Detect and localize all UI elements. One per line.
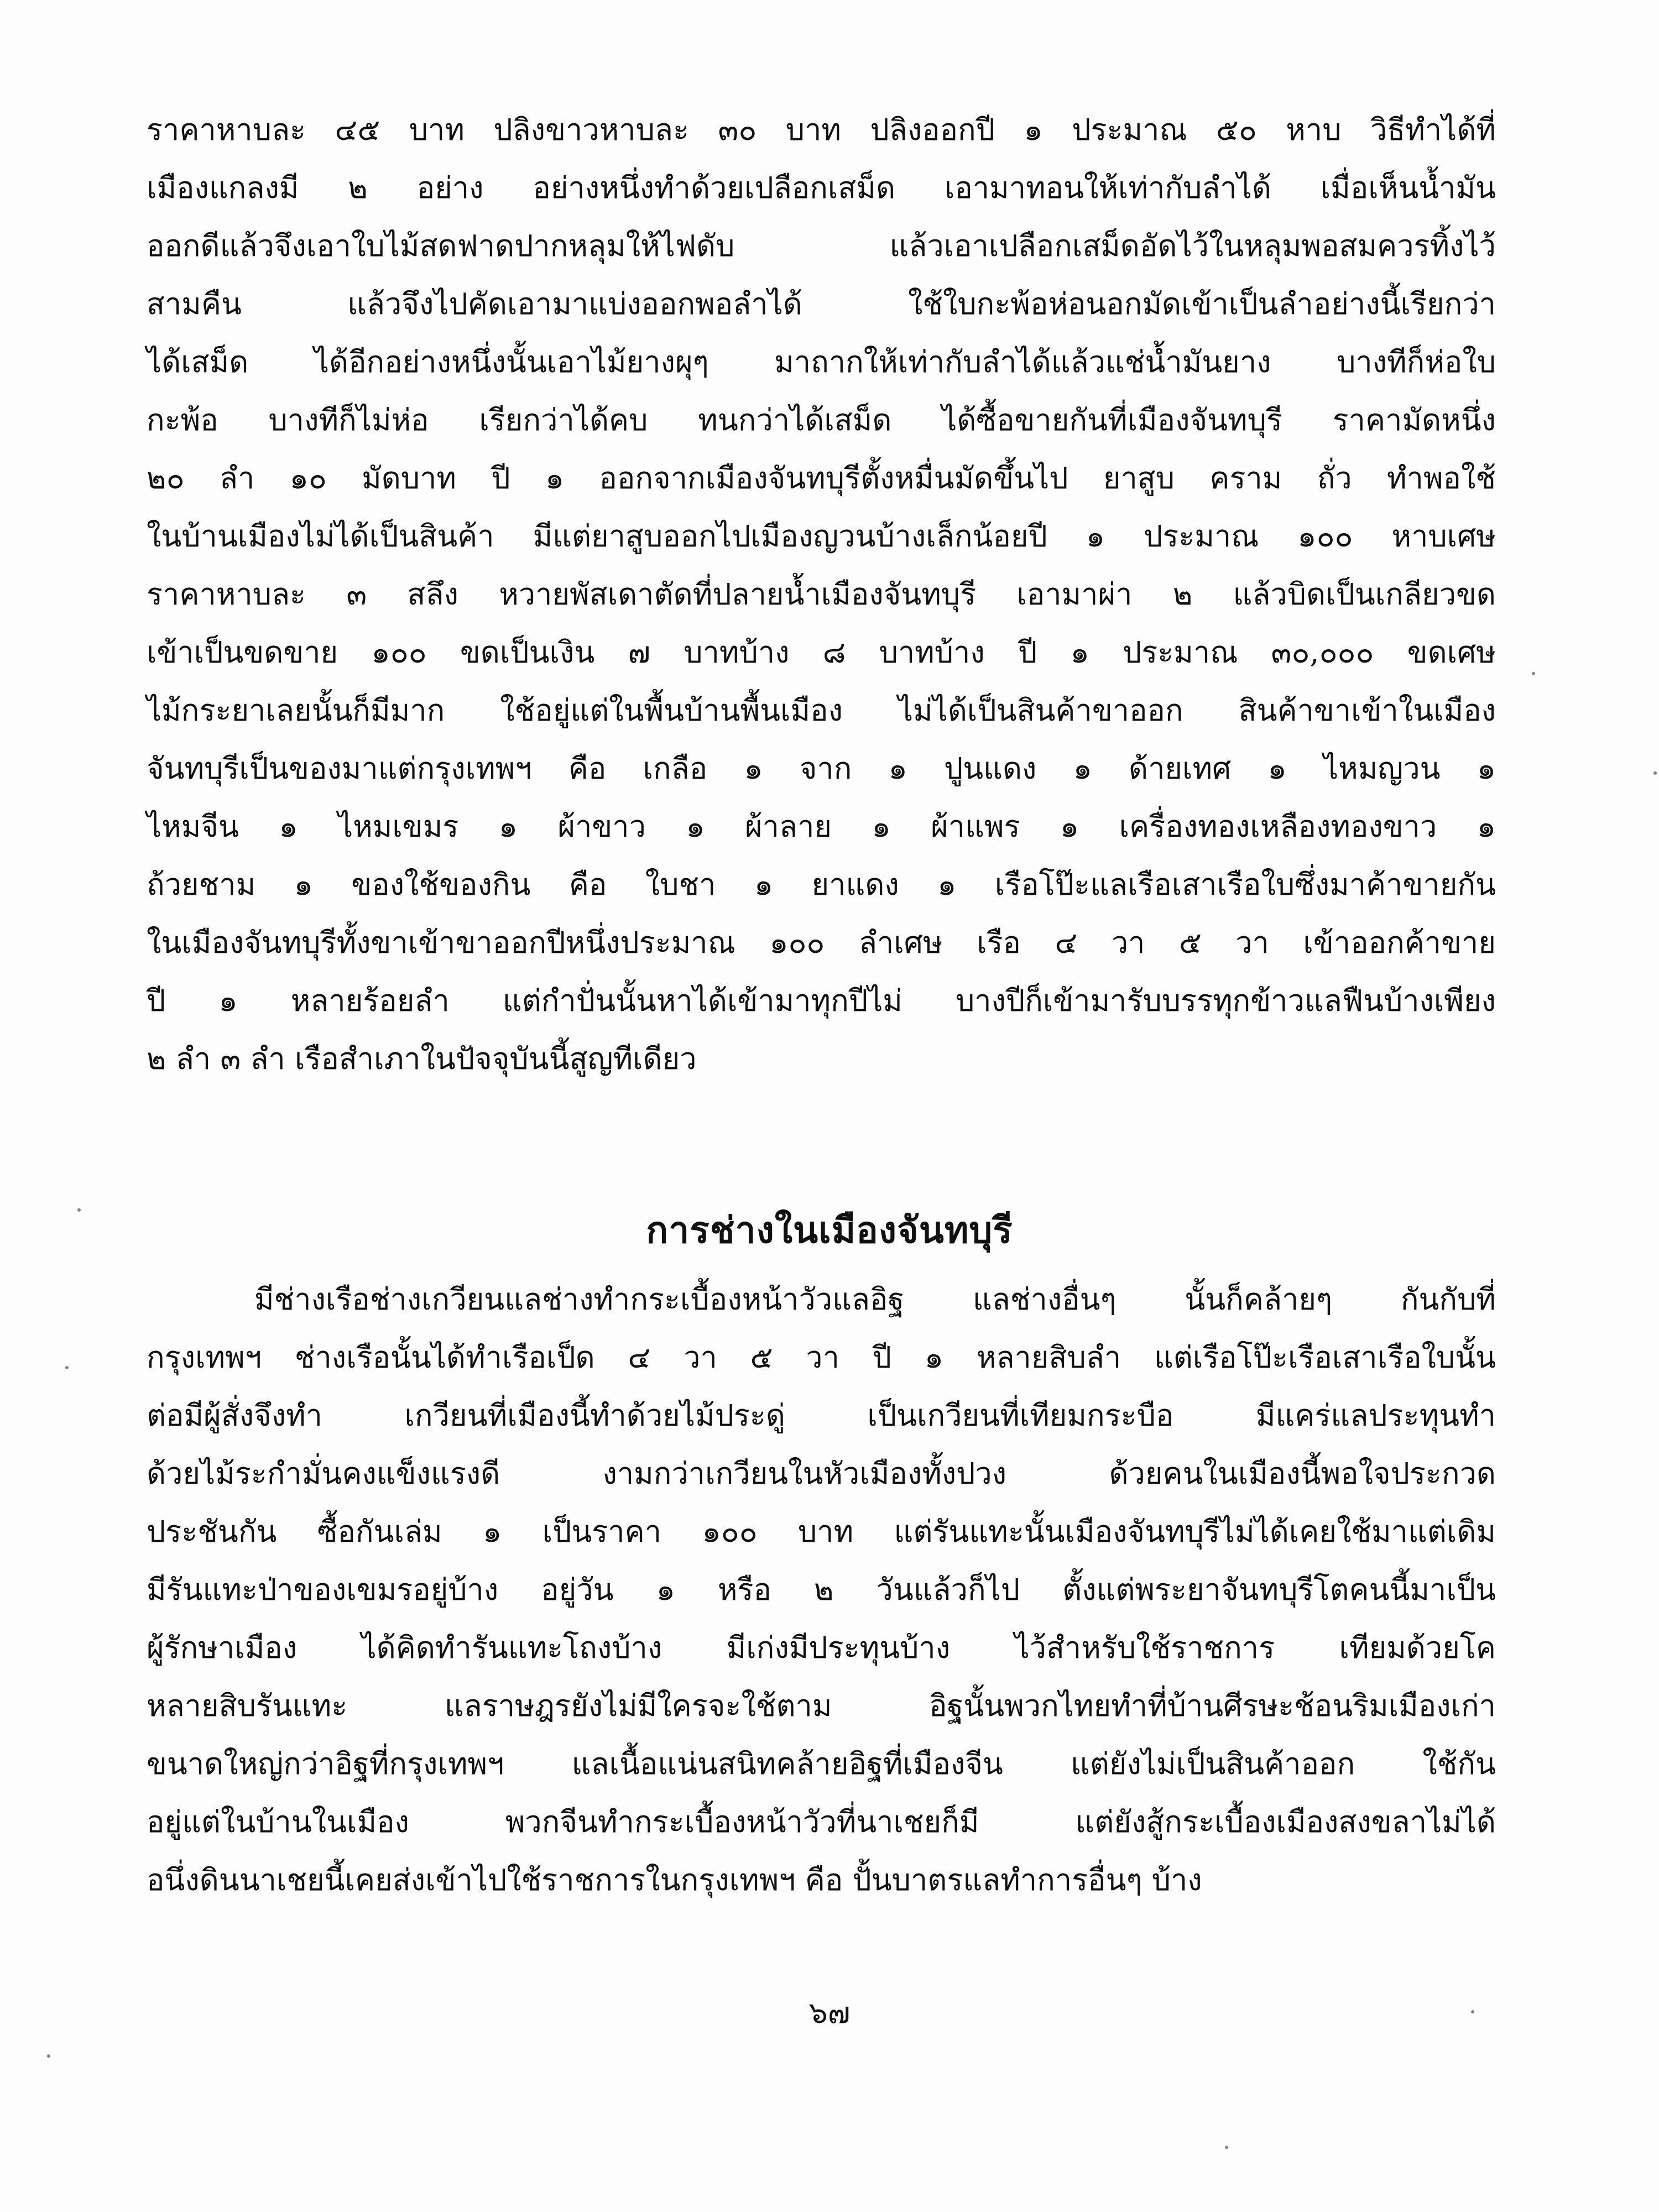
text-line: เข้าเป็นขดขาย ๑๐๐ ขดเป็นเงิน ๗ บาทบ้าง ๘ บาทบ้าง ปี ๑ ประมาณ ๓๐,๐๐๐ ขดเศษ bbox=[147, 635, 1496, 670]
text-line: มีช่างเรือช่างเกวียนแลช่างทำกระเบื้องหน้าวัวแลอิฐ แลช่างอื่นๆ นั้นก็คล้ายๆ กันกับที่ bbox=[254, 1282, 1496, 1317]
scan-speck bbox=[1471, 2010, 1474, 2013]
text-line: จันทบุรีเป็นของมาแต่กรุงเทพฯ คือ เกลือ ๑ จาก ๑ ปูนแดง ๑ ด้ายเทศ ๑ ไหมญวน ๑ bbox=[147, 751, 1496, 786]
text-line: ราคาหาบละ ๓ สลึง หวายพัสเดาตัดที่ปลายน้ำเมืองจันทบุรี เอามาผ่า ๒ แล้วบิดเป็นเกลียวขด bbox=[147, 577, 1496, 612]
text-line: ถ้วยชาม ๑ ของใช้ของกิน คือ ใบชา ๑ ยาแดง ๑ เรือโป๊ะแลเรือเสาเรือใบซึ่งมาค้าขายกัน bbox=[147, 867, 1496, 902]
scan-speck bbox=[1225, 2146, 1228, 2149]
text-line: มีรันแทะป่าของเขมรอยู่บ้าง อยู่วัน ๑ หรือ ๒ วันแล้วก็ไป ตั้งแต่พระยาจันทบุรีโตคนนี้มาเป็น bbox=[147, 1572, 1496, 1607]
text-line: อนึ่งดินนาเชยนี้เคยส่งเข้าไปใช้ราชการในกรุงเทพฯ คือ ปั้นบาตรแลทำการอื่นๆ บ้าง bbox=[147, 1863, 1202, 1897]
text-line: ปี ๑ หลายร้อยลำ แต่กำปั่นนั้นหาได้เข้ามาทุกปีไม่ บางปีก็เข้ามารับบรรทุกข้าวแลฟืนบ้างเพียง bbox=[147, 983, 1496, 1018]
text-line: ได้เสม็ด ได้อีกอย่างหนึ่งนั้นเอาไม้ยางผุๆ มาถากให้เท่ากับลำได้แล้วแช่น้ำมันยาง บางทีก็ห่อใบ bbox=[147, 345, 1496, 379]
scan-speck bbox=[1653, 771, 1657, 775]
text-line: ไหมจีน ๑ ไหมเขมร ๑ ผ้าขาว ๑ ผ้าลาย ๑ ผ้าแพร ๑ เครื่องทองเหลืองทองขาว ๑ bbox=[147, 809, 1496, 844]
text-line: หลายสิบรันแทะ แลราษฎรยังไม่มีใครจะใช้ตาม อิฐนั้นพวกไทยทำที่บ้านศีรษะช้อนริมเมืองเก่า bbox=[147, 1688, 1496, 1723]
text-line: เมืองแกลงมี ๒ อย่าง อย่างหนึ่งทำด้วยเปลือกเสม็ด เอามาทอนให้เท่ากับลำได้ เมื่อเห็นน้ำมัน bbox=[147, 170, 1496, 205]
text-line: กรุงเทพฯ ช่างเรือนั้นได้ทำเรือเป็ด ๔ วา ๕ วา ปี ๑ หลายสิบลำ แต่เรือโป๊ะเรือเสาเรือใบนั้น bbox=[147, 1340, 1496, 1375]
text-line: ผู้รักษาเมือง ได้คิดทำรันแทะโถงบ้าง มีเก่งมีประทุนบ้าง ไว้สำหรับใช้ราชการ เทียมด้วยโค bbox=[147, 1630, 1496, 1665]
text-line: ต่อมีผู้สั่งจึงทำ เกวียนที่เมืองนี้ทำด้วยไม้ประดู่ เป็นเกวียนที่เทียมกระบือ มีแคร่แลประทุนทำ bbox=[147, 1398, 1496, 1433]
text-line: ด้วยไม้ระกำมั่นคงแข็งแรงดี งามกว่าเกวียนในหัวเมืองทั้งปวง ด้วยคนในเมืองนี้พอใจประกวด bbox=[147, 1456, 1496, 1491]
text-line: ๒๐ ลำ ๑๐ มัดบาท ปี ๑ ออกจากเมืองจันทบุรีตั้งหมื่นมัดขึ้นไป ยาสูบ คราม ถั่ว ทำพอใช้ bbox=[147, 461, 1496, 495]
text-line: ประชันกัน ซื้อกันเล่ม ๑ เป็นราคา ๑๐๐ บาท แต่รันแทะนั้นเมืองจันทบุรีไม่ได้เคยใช้มาแต่เดิม bbox=[147, 1514, 1496, 1549]
scan-speck bbox=[1532, 672, 1535, 675]
page-number: ๖๗ bbox=[808, 1995, 851, 2030]
scan-speck bbox=[77, 1208, 81, 1212]
text-line: กะพ้อ บางทีก็ไม่ห่อ เรียกว่าได้คบ ทนกว่าได้เสม็ด ได้ซื้อขายกันที่เมืองจันทบุรี ราคามัดหนึ่ง bbox=[147, 403, 1496, 437]
text-line: ราคาหาบละ ๔๕ บาท ปลิงขาวหาบละ ๓๐ บาท ปลิงออกปี ๑ ประมาณ ๕๐ หาบ วิธีทำได้ที่ bbox=[147, 112, 1496, 147]
text-line: ในบ้านเมืองไม่ได้เป็นสินค้า มีแต่ยาสูบออกไปเมืองญวนบ้างเล็กน้อยปี ๑ ประมาณ ๑๐๐ หาบเศษ bbox=[147, 519, 1496, 554]
text-line: ๒ ลำ ๓ ลำ เรือสำเภาในปัจจุบันนี้สูญทีเดียว bbox=[147, 1041, 697, 1076]
text-line: ในเมืองจันทบุรีทั้งขาเข้าขาออกปีหนึ่งประมาณ ๑๐๐ ลำเศษ เรือ ๔ วา ๕ วา เข้าออกค้าขาย bbox=[147, 925, 1496, 960]
text-line: ไม้กระยาเลยนั้นก็มีมาก ใช้อยู่แต่ในพื้นบ้านพื้นเมือง ไม่ได้เป็นสินค้าขาออก สินค้าขาเข้าในเมือง bbox=[147, 693, 1496, 728]
scan-speck bbox=[65, 1366, 69, 1369]
section-heading: การช่างในเมืองจันทบุรี bbox=[646, 1209, 1013, 1251]
text-line: ออกดีแล้วจึงเอาใบไม้สดฟาดปากหลุมให้ไฟดับ แล้วเอาเปลือกเสม็ดอัดไว้ในหลุมพอสมควรทิ้งไว้ bbox=[147, 228, 1496, 263]
scan-speck bbox=[47, 2054, 50, 2058]
text-line: ขนาดใหญ่กว่าอิฐที่กรุงเทพฯ แลเนื้อแน่นสนิทคล้ายอิฐที่เมืองจีน แต่ยังไม่เป็นสินค้าออก ใช้กัน bbox=[147, 1746, 1496, 1781]
text-line: สามคืน แล้วจึงไปคัดเอามาแบ่งออกพอลำได้ ใช้ใบกะพ้อห่อนอกมัดเข้าเป็นลำอย่างนี้เรียกว่า bbox=[147, 286, 1496, 321]
text-line: อยู่แต่ในบ้านในเมือง พวกจีนทำกระเบื้องหน้าวัวที่นาเชยก็มี แต่ยังสู้กระเบื้องเมืองสงขลาไม่ได้ bbox=[147, 1804, 1496, 1839]
